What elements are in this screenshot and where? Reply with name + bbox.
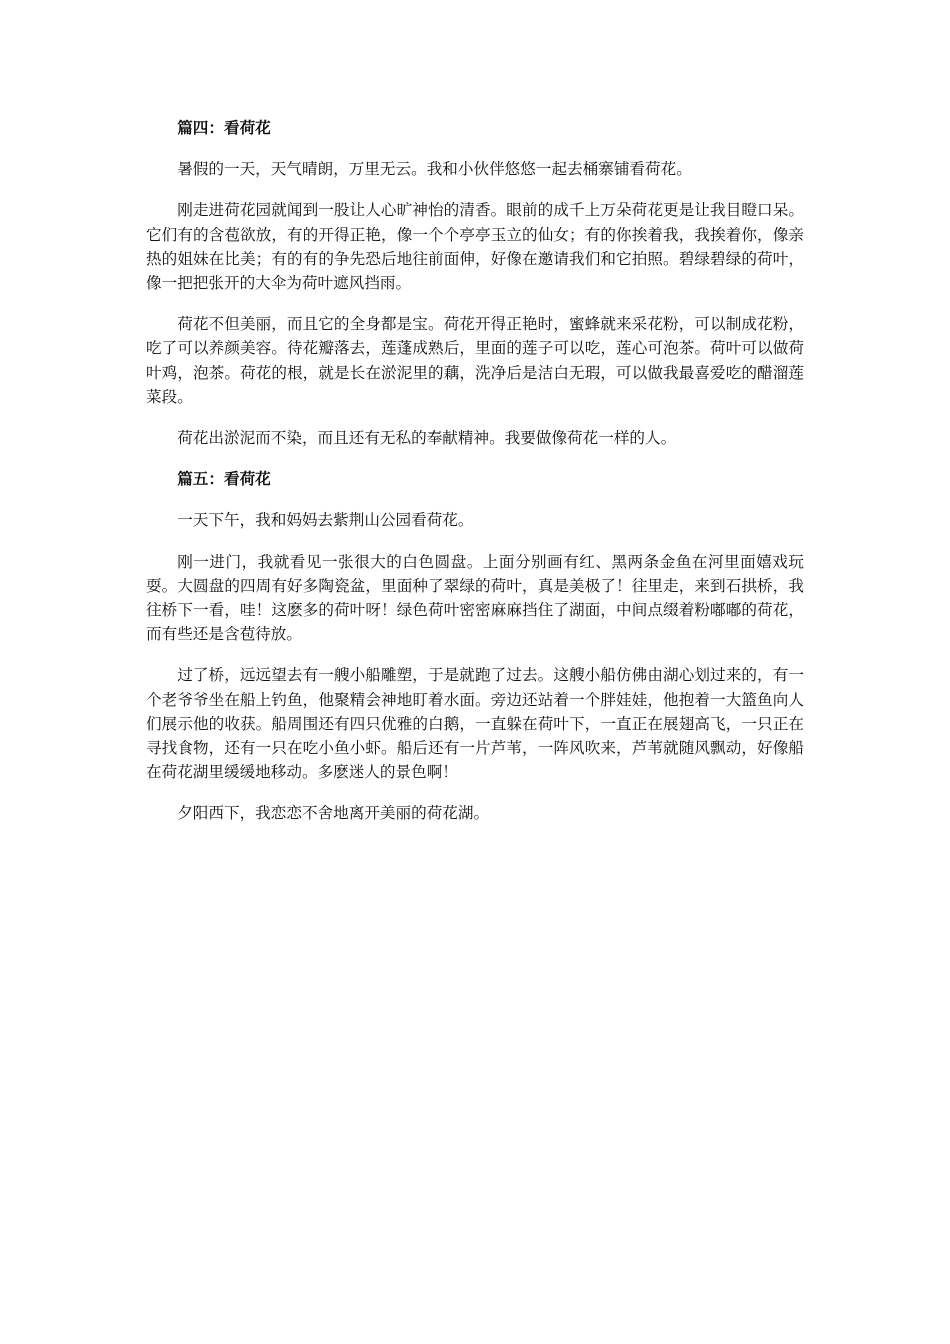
section-5 (146, 467, 804, 825)
section-heading: 篇四：看荷花 (177, 118, 271, 137)
paragraph: 过了桥，远远望去有一艘小船雕塑，于是就跑了过去。这艘小船仿佛由湖心划过来的，有一个老爷爷坐在船上钓鱼，他聚精会神地盯着水面。旁边还站着一个胖娃娃，他抱着一大篮鱼向人们展示他的收获。船周围还有四只优雅的白鹅，一直躲在荷叶下，一直正在展翅高飞，一只正在寻找食物，还有一只在吃小鱼小虾。船后还有一片芦苇，一阵风吹来，芦苇就随风飘动，好像船在荷花湖里缓缓地移动。多麽迷人的景色啊！ (146, 666, 804, 782)
document-page (146, 116, 804, 843)
paragraph: 刚走进荷花园就闻到一股让人心旷神怡的清香。眼前的成千上万朵荷花更是让我目瞪口呆。它们有的含苞欲放，有的开得正艳，像一个个亭亭玉立的仙女；有的你挨着我，我挨着你，像亲热的姐妹在比美；有的有的争先恐后地往前面伸，好像在邀请我们和它拍照。碧绿碧绿的荷叶，像一把把张开的大伞为荷叶遮风挡雨。 (146, 201, 804, 293)
paragraph: 荷花出淤泥而不染，而且还有无私的奉献精神。我要做像荷花一样的人。 (177, 429, 677, 448)
paragraph: 一天下午，我和妈妈去紫荆山公园看荷花。 (177, 511, 474, 530)
paragraph: 荷花不但美丽，而且它的全身都是宝。荷花开得正艳时，蜜蜂就来采花粉，可以制成花粉，吃了可以养颜美容。待花瓣落去，莲蓬成熟后，里面的莲子可以吃，莲心可泡茶。荷叶可以做荷叶鸡，泡茶。荷花的根，就是长在淤泥里的藕，洗净后是洁白无瑕，可以做我最喜爱吃的醋溜莲菜段。 (146, 315, 804, 406)
section-4 (146, 116, 804, 450)
section-heading: 篇五：看荷花 (177, 469, 271, 489)
paragraph: 夕阳西下，我恋恋不舍地离开美丽的荷花湖。 (177, 804, 490, 823)
paragraph: 暑假的一天，天气晴朗，万里无云。我和小伙伴悠悠一起去桶寨铺看荷花。 (177, 160, 692, 179)
paragraph: 刚一进门，我就看见一张很大的白色圆盘。上面分别画有红、黑两条金鱼在河里面嬉戏玩耍。大圆盘的四周有好多陶瓷盆，里面种了翠绿的荷叶，真是美极了！往里走，来到石拱桥，我往桥下一看，哇！这麽多的荷叶呀！绿色荷叶密密麻麻挡住了湖面，中间点缀着粉嘟嘟的荷花，而有些还是含苞待放。 (146, 552, 804, 644)
